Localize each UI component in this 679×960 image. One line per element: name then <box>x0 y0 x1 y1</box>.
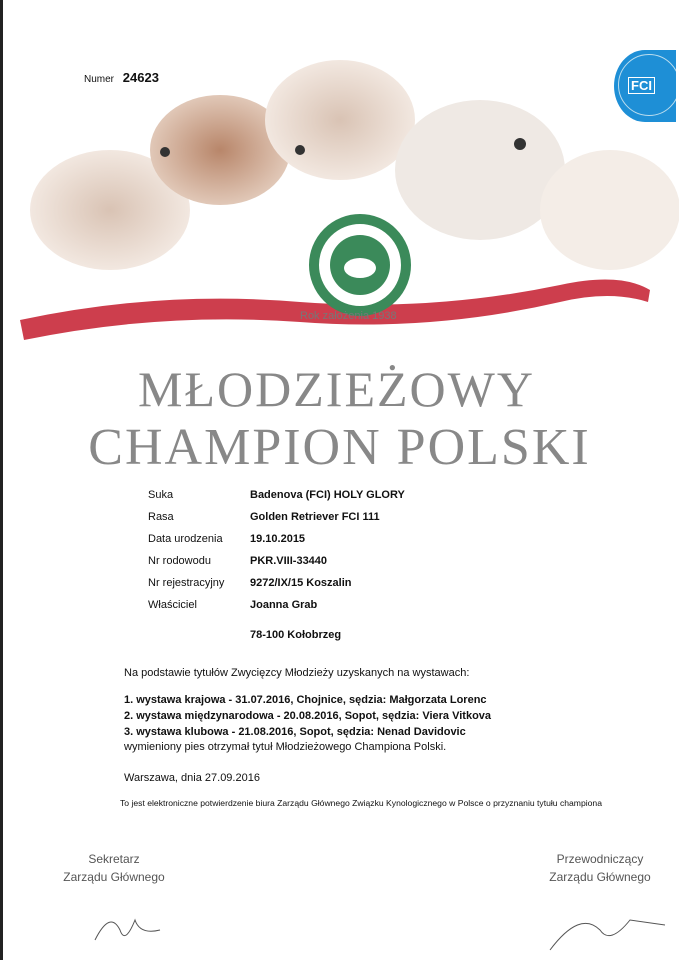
field-label-suka: Suka <box>148 489 174 501</box>
signature-right-body: Zarządu Głównego <box>549 870 651 884</box>
title-line-1: MŁODZIEŻOWY <box>138 361 535 417</box>
intro-text: Na podstawie tytułów Zwycięzcy Młodzieży uzyskanych na wystawach: <box>124 667 470 679</box>
number-value: 24623 <box>122 70 159 85</box>
field-value-rasa: Golden Retriever FCI 111 <box>250 511 380 523</box>
signature-left-title: Sekretarz <box>88 852 140 866</box>
show-2: 2. wystawa międzynarodowa - 20.08.2016, Sopot, sędzia: Viera Vitkova <box>124 710 492 722</box>
dogs-illustration <box>0 40 679 380</box>
title-line-2: CHAMPION POLSKI <box>88 419 591 476</box>
fci-logo-text: FCI <box>628 77 655 94</box>
dog-head-5 <box>540 150 679 270</box>
field-value-owner: Joanna Grab <box>250 599 318 611</box>
signature-right <box>530 850 670 886</box>
field-label-birthdate: Data urodzenia <box>148 533 223 545</box>
place-date: Warszawa, dnia 27.09.2016 <box>124 772 260 784</box>
field-label-owner: Właściciel <box>148 599 197 611</box>
dog-head-4 <box>395 100 565 240</box>
field-value-suka: Badenova (FCI) HOLY GLORY <box>250 489 405 501</box>
field-label-registration: Nr rejestracyjny <box>148 577 225 589</box>
show-3: 3. wystawa klubowa - 21.08.2016, Sopot, sędzia: Nenad Davidovic <box>124 726 466 738</box>
founded-text: Rok założenia 1938 <box>300 310 397 322</box>
signature-left-body: Zarządu Głównego <box>63 870 165 884</box>
show-1: 1. wystawa krajowa - 31.07.2016, Chojnice, sędzia: Małgorzata Lorenc <box>124 694 487 706</box>
field-value-registration: 9272/IX/15 Koszalin <box>250 577 352 589</box>
signature-right-title: Przewodniczący <box>556 852 644 866</box>
number-label: Numer <box>84 74 115 85</box>
field-value-pedigree: PKR.VIII-33440 <box>250 555 328 567</box>
footnote: To jest elektroniczne potwierdzenie biura Zarządu Głównego Związku Kynologicznego w Polsce o przyznaniu tytułu championa <box>120 798 602 808</box>
field-label-pedigree: Nr rodowodu <box>148 555 211 567</box>
signature-left-scribble-icon <box>90 900 170 950</box>
field-value-birthdate: 19.10.2015 <box>250 533 306 545</box>
signature-right-scribble-icon <box>540 905 670 955</box>
field-label-rasa: Rasa <box>148 511 174 523</box>
dog-head-3 <box>265 60 415 180</box>
signature-left <box>44 850 184 886</box>
conclusion-text: wymieniony pies otrzymał tytuł Młodzieżowego Championa Polski. <box>124 741 447 753</box>
owner-address: 78-100 Kołobrzeg <box>250 629 342 641</box>
